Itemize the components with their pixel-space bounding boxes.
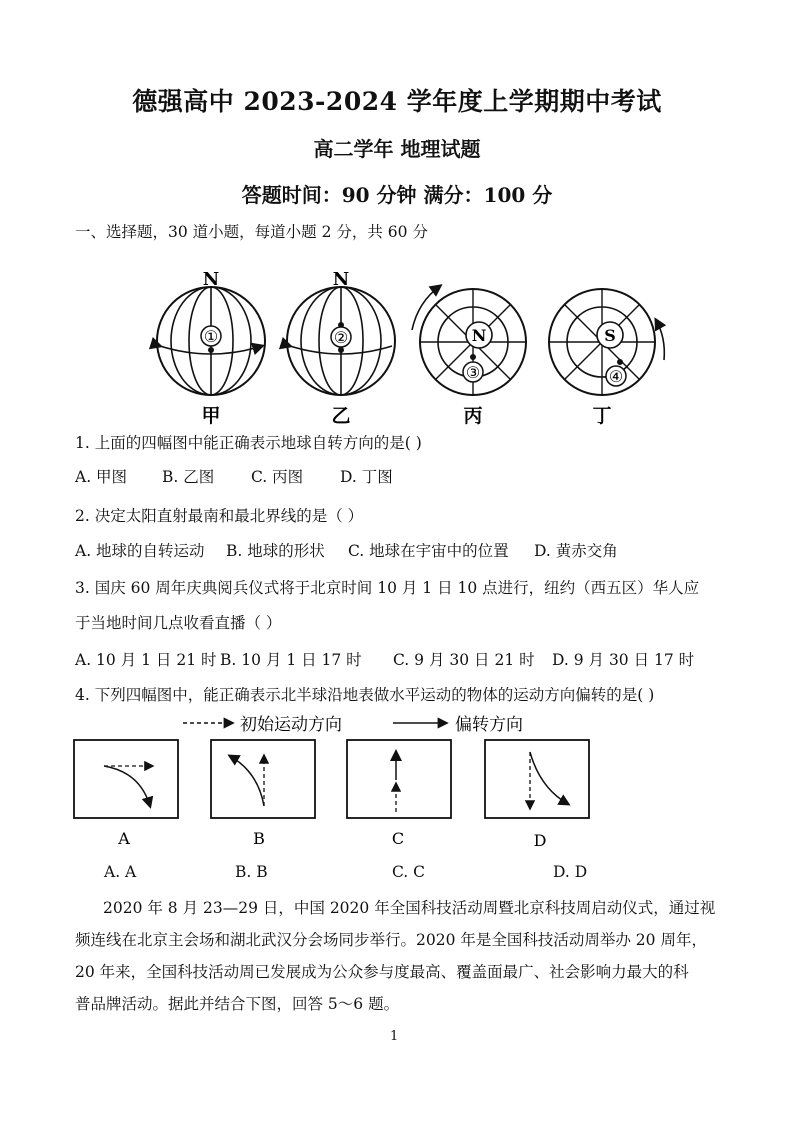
- globe-jia: [157, 269, 265, 427]
- box-d: [485, 740, 589, 850]
- marker-3: ③: [465, 363, 481, 382]
- q3-stem-line2: 于当地时间几点收看直播（ ）: [75, 614, 282, 632]
- q3-option-d: D. 9 月 30 日 17 时: [552, 651, 695, 669]
- north-label: N: [202, 269, 220, 290]
- box-label-c: C: [391, 829, 405, 848]
- box-label-a: A: [118, 829, 130, 848]
- legend-initial-label: 初始运动方向: [240, 715, 342, 735]
- passage-line-4: 普品牌活动。据此并结合下图，回答 5～6 题。: [75, 995, 400, 1013]
- globe-label-bing: 丙: [463, 405, 483, 427]
- q4-option-c: C. C: [392, 863, 426, 881]
- box-c: [347, 740, 451, 848]
- globe-label-yi: 乙: [331, 405, 351, 427]
- q3-option-b: B. 10 月 1 日 17 时: [220, 651, 362, 669]
- box-label-b: B: [253, 829, 265, 848]
- box-a: [74, 740, 178, 848]
- north-pole-label: N: [471, 326, 487, 345]
- q1-option-b: B. 乙图: [162, 468, 215, 486]
- legend-deflect-label: 偏转方向: [455, 715, 523, 735]
- marker-2: ②: [333, 328, 349, 347]
- q2-option-a: A. 地球的自转运动: [75, 542, 205, 560]
- legend: [183, 715, 523, 735]
- page-number: 1: [390, 1029, 399, 1044]
- q4-stem: 4. 下列四幅图中，能正确表示北半球沿地表做水平运动的物体的运动方向偏转的是( ): [75, 686, 655, 704]
- globe-label-ding: 丁: [592, 405, 612, 427]
- marker-4: ④: [608, 367, 624, 386]
- q1-option-a: A. 甲图: [75, 468, 128, 486]
- south-pole-label: S: [604, 326, 616, 345]
- q1-stem: 1. 上面的四幅图中能正确表示地球自转方向的是( ): [75, 434, 422, 452]
- globes-figure: [0, 262, 794, 427]
- globe-bing: [412, 286, 526, 427]
- q4-option-b: B. B: [235, 863, 268, 881]
- north-label: N: [332, 269, 350, 290]
- globe-yi: [287, 269, 395, 427]
- q1-option-c: C. 丙图: [251, 468, 304, 486]
- exam-time-info: 答题时间：90 分钟 满分：100 分: [241, 183, 553, 207]
- section-heading: 一、选择题，30 道小题，每道小题 2 分，共 60 分: [75, 223, 428, 241]
- globe-label-jia: 甲: [201, 405, 221, 427]
- globe-ding: [549, 289, 664, 427]
- passage-line-1: 2020 年 8 月 23—29 日，中国 2020 年全国科技活动周暨北京科技周启动仪式，通过视: [103, 899, 716, 917]
- q3-option-c: C. 9 月 30 日 21 时: [393, 651, 535, 669]
- deflection-figure: [0, 708, 794, 858]
- q1-option-d: D. 丁图: [340, 468, 393, 486]
- q3-option-a: A. 10 月 1 日 21 时: [75, 651, 217, 669]
- box-label-d: D: [533, 831, 547, 850]
- q2-option-c: C. 地球在宇宙中的位置: [348, 542, 509, 560]
- q2-option-b: B. 地球的形状: [226, 542, 325, 560]
- q2-option-d: D. 黄赤交角: [534, 542, 618, 560]
- q4-option-a: A. A: [104, 863, 137, 881]
- exam-subtitle: 高二学年 地理试题: [313, 137, 481, 161]
- exam-title: 德强高中 2023-2024 学年度上学期期中考试: [132, 87, 662, 116]
- passage-line-2: 频连线在北京主会场和湖北武汉分会场同步举行。2020 年是全国科技活动周举办 20 周年，: [75, 931, 707, 949]
- passage-line-3: 20 年来，全国科技活动周已发展成为公众参与度最高、覆盖面最广、社会影响力最大的科: [75, 963, 689, 981]
- q2-stem: 2. 决定太阳直射最南和最北界线的是（ ）: [75, 507, 364, 525]
- box-b: [211, 740, 315, 848]
- q4-option-d: D. D: [553, 863, 588, 881]
- marker-1: ①: [203, 327, 219, 346]
- q3-stem-line1: 3. 国庆 60 周年庆典阅兵仪式将于北京时间 10 月 1 日 10 点进行，纽约（西五区）华人应: [75, 579, 700, 597]
